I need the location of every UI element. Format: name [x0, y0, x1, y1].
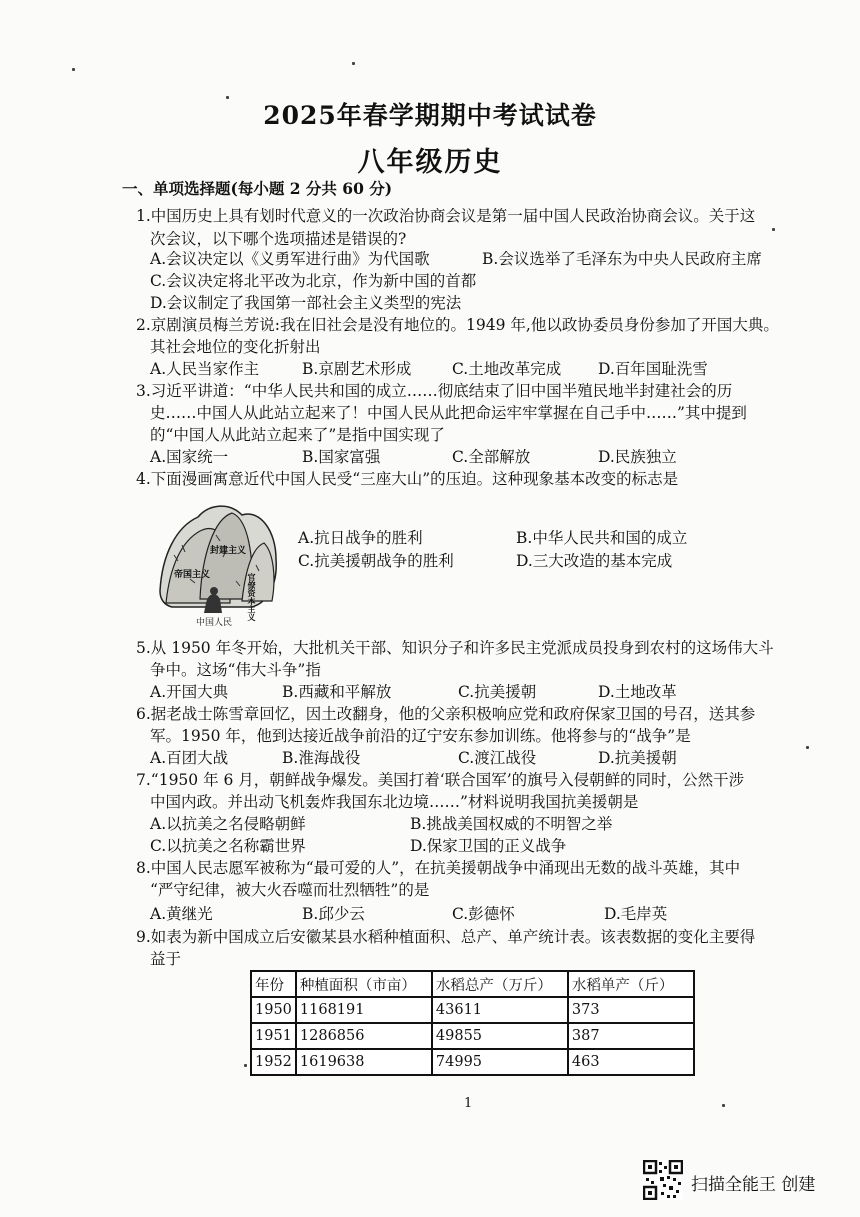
cartoon-caption: 中国人民	[196, 618, 233, 628]
table-row	[251, 1023, 694, 1049]
page-number: 1	[464, 1096, 473, 1111]
table-cell: 387	[568, 1023, 694, 1049]
table-cell: 74995	[432, 1049, 568, 1075]
question-5-option-c: C.抗美援朝	[458, 683, 537, 701]
scan-speck	[72, 68, 75, 71]
question-4-option-b: B.中华人民共和国的成立	[516, 529, 688, 547]
table-header-cell: 水稻总产（万斤）	[432, 971, 568, 997]
question-5-line-2: 争中。这场“伟大斗争”指	[150, 661, 321, 679]
scanner-watermark	[643, 1160, 843, 1200]
scan-speck	[772, 228, 775, 231]
mountain-label-bureaucratic-capitalism: 官僚资本主义	[247, 573, 257, 621]
question-7-option-c: C.以抗美之名称霸世界	[150, 837, 306, 855]
question-6-line-2: 军。1950 年，他到达接近战争前沿的辽宁安东参加训练。他将参与的“战争”是	[150, 727, 691, 745]
question-7-option-a: A.以抗美之名侵略朝鲜	[150, 815, 306, 833]
table-header-cell: 种植面积（市亩）	[296, 971, 432, 997]
question-5-option-b: B.西藏和平解放	[282, 683, 392, 701]
table-cell: 43611	[432, 997, 568, 1023]
table-cell: 1619638	[296, 1049, 432, 1075]
question-8-option-a: A.黄继光	[150, 905, 213, 923]
question-4-line-1: 4.下面漫画寓意近代中国人民受“三座大山”的压迫。这种现象基本改变的标志是	[136, 470, 679, 488]
question-3-line-2: 史……中国人从此站立起来了！中国人民从此把命运牢牢掌握在自己手中……”其中提到	[150, 404, 747, 422]
question-8-option-d: D.毛岸英	[604, 905, 668, 923]
question-2-line-2: 其社会地位的变化折射出	[150, 338, 321, 356]
question-3-option-d: D.民族独立	[598, 448, 677, 466]
question-6-option-c: C.渡江战役	[458, 749, 537, 767]
question-3-line-3: 的“中国人从此站立起来了”是指中国实现了	[150, 426, 445, 444]
question-6-option-d: D.抗美援朝	[598, 749, 677, 767]
question-2-option-c: C.土地改革完成	[452, 360, 562, 378]
question-2-option-b: B.京剧艺术形成	[302, 360, 412, 378]
question-8-option-c: C.彭德怀	[452, 905, 515, 923]
question-2-option-d: D.百年国耻洗雪	[598, 360, 708, 378]
scan-speck	[722, 1104, 725, 1107]
question-1-line-2: 次会议，以下哪个选项描述是错误的?	[150, 230, 407, 248]
question-4-option-d: D.三大改造的基本完成	[516, 552, 673, 570]
scanner-brand-text: 扫描全能王 创建	[691, 1175, 816, 1195]
question-5-line-1: 5.从 1950 年冬开始，大批机关干部、知识分子和许多民主党派成员投身到农村的这场伟大斗	[136, 639, 774, 657]
question-1-option-a: A.会议决定以《义勇军进行曲》为代国歌	[150, 250, 430, 268]
exam-title: 2025年春学期期中考试试卷	[263, 101, 597, 130]
question-1-option-c: C.会议决定将北平改为北京，作为新中国的首都	[150, 272, 477, 290]
question-8-line-1: 8.中国人民志愿军被称为“最可爱的人”，在抗美援朝战争中涌现出无数的战斗英雄，其中	[136, 859, 741, 877]
table-cell: 463	[568, 1049, 694, 1075]
scan-speck	[806, 746, 809, 749]
question-9-line-1: 9.如表为新中国成立后安徽某县水稻种植面积、总产、单产统计表。该表数据的变化主要得	[136, 928, 756, 946]
question-5-option-d: D.土地改革	[598, 683, 677, 701]
question-3-line-1: 3.习近平讲道：“中华人民共和国的成立……彻底结束了旧中国半殖民地半封建社会的历	[136, 382, 733, 400]
table-cell: 1168191	[296, 997, 432, 1023]
table-cell: 1286856	[296, 1023, 432, 1049]
question-6-option-b: B.淮海战役	[282, 749, 361, 767]
question-3-option-b: B.国家富强	[302, 448, 381, 466]
scan-speck	[244, 1064, 247, 1067]
question-1-line-1: 1.中国历史上具有划时代意义的一次政治协商会议是第一届中国人民政治协商会议。关于这	[136, 207, 756, 225]
question-1-option-d: D.会议制定了我国第一部社会主义类型的宪法	[150, 294, 462, 312]
question-7-line-2: 中国内政。并出动飞机轰炸我国东北边境……”材料说明我国抗美援朝是	[150, 793, 639, 811]
question-6-option-a: A.百团大战	[150, 749, 229, 767]
question-4-option-c: C.抗美援朝战争的胜利	[298, 552, 454, 570]
exam-subject: 八年级历史	[357, 147, 503, 178]
scan-speck	[226, 96, 229, 99]
question-9-line-2: 益于	[150, 950, 182, 968]
question-6-line-1: 6.据老战士陈雪章回忆，因土改翻身，他的父亲积极响应党和政府保家卫国的号召，送其参	[136, 705, 756, 723]
question-2-line-1: 2.京剧演员梅兰芳说:我在旧社会是没有地位的。1949 年,他以政协委员身份参加了开国大典。	[136, 316, 779, 334]
scan-speck	[352, 62, 355, 65]
question-7-line-1: 7.“1950 年 6 月，朝鲜战争爆发。美国打着‘联合国军’的旗号入侵朝鲜的同时，公然干涉	[136, 771, 745, 789]
question-7-option-d: D.保家卫国的正义战争	[410, 837, 567, 855]
qr-code-icon	[643, 1160, 683, 1200]
question-8-line-2: “严守纪律，被大火吞噬而壮烈牺牲”的是	[150, 881, 430, 899]
table-header-cell: 年份	[251, 971, 296, 997]
table-cell: 373	[568, 997, 694, 1023]
question-3-option-c: C.全部解放	[452, 448, 531, 466]
question-1-option-b: B.会议选举了毛泽东为中央人民政府主席	[482, 250, 762, 268]
table-cell: 1951	[251, 1023, 296, 1049]
table-header-cell: 水稻单产（斤）	[568, 971, 694, 997]
question-2-option-a: A.人民当家作主	[150, 360, 260, 378]
table-cell: 1950	[251, 997, 296, 1023]
rice-statistics-table	[250, 970, 695, 1076]
mountain-label-feudalism: 封建主义	[210, 546, 247, 556]
table-row	[251, 1049, 694, 1075]
three-mountains-cartoon	[156, 495, 280, 630]
section-heading: 一、单项选择题(每小题 2 分共 60 分)	[122, 179, 393, 198]
question-7-option-b: B.挑战美国权威的不明智之举	[410, 815, 613, 833]
question-8-option-b: B.邱少云	[302, 905, 365, 923]
question-3-option-a: A.国家统一	[150, 448, 229, 466]
table-cell: 1952	[251, 1049, 296, 1075]
question-4-option-a: A.抗日战争的胜利	[298, 529, 423, 547]
table-cell: 49855	[432, 1023, 568, 1049]
table-row	[251, 997, 694, 1023]
mountain-label-imperialism: 帝国主义	[174, 570, 211, 580]
table-header-row	[251, 971, 694, 997]
question-5-option-a: A.开国大典	[150, 683, 229, 701]
